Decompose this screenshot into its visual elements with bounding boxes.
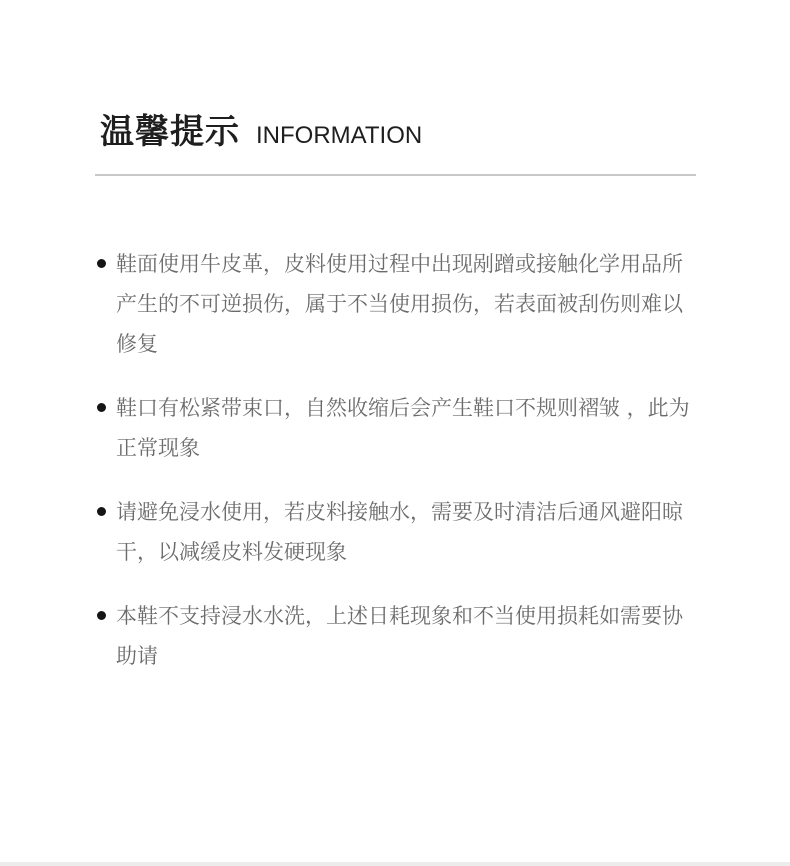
note-text: 鞋口有松紧带束口，自然收缩后会产生鞋口不规则褶皱 ，此为正常现象: [116, 396, 690, 460]
list-item: [95, 492, 695, 572]
bullet-dot-icon: [97, 507, 106, 516]
header-divider: [95, 174, 696, 176]
bullet-dot-icon: [97, 611, 106, 620]
note-text: 鞋面使用牛皮革，皮料使用过程中出现剐蹭或接触化学用品所产生的不可逆损伤，属于不当使用损伤，若表面被刮伤则难以修复: [116, 252, 683, 356]
bullet-dot-icon: [97, 259, 106, 268]
note-text: 请避免浸水使用，若皮料接触水，需要及时清洁后通风避阳晾干，以减缓皮料发硬现象: [116, 500, 683, 564]
list-item: [95, 596, 695, 676]
list-item: [95, 388, 695, 468]
title-chinese: 温馨提示: [100, 112, 240, 152]
bottom-divider: [0, 862, 790, 866]
list-item: [95, 244, 695, 364]
notes-list: [95, 244, 695, 700]
bullet-dot-icon: [97, 403, 106, 412]
note-text: 本鞋不支持浸水水洗，上述日耗现象和不当使用损耗如需要协助请: [116, 604, 683, 668]
section-header: [100, 104, 422, 153]
title-english: INFORMATION: [256, 122, 423, 149]
